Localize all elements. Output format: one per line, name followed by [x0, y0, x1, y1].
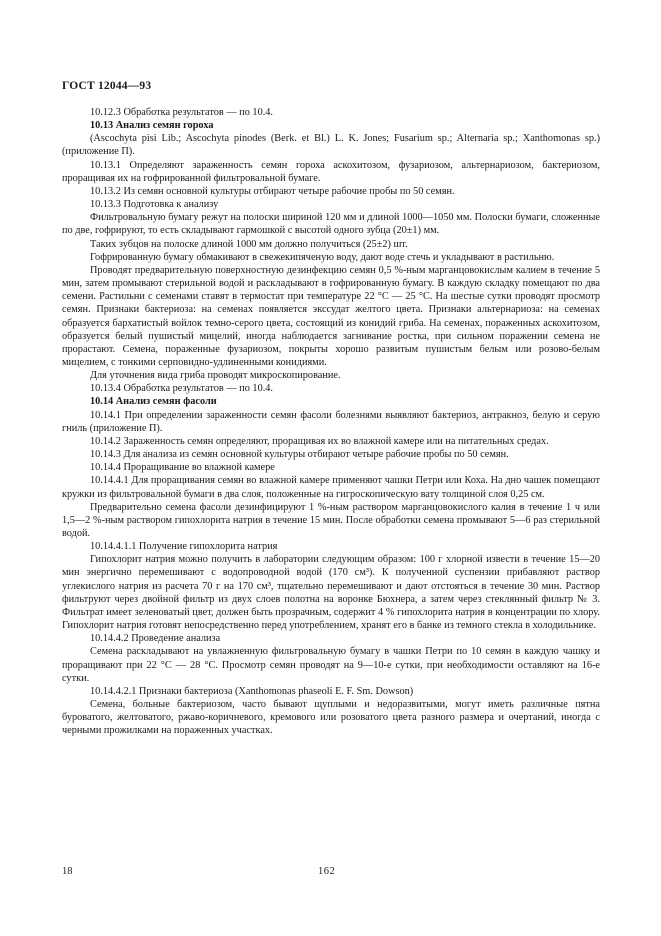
paragraph: Семена раскладывают на увлажненную фильтровальную бумагу в чашки Петри по 10 семян в каждую чашку и проращивают при 22 °С — 28 °С. Просмотр семян проводят на 9—10-е сутки, при необходимости оставляют на 16-е сутки.: [62, 646, 600, 684]
sheet-number: 162: [318, 866, 336, 877]
paragraph: 10.13.4 Обработка результатов — по 10.4.: [90, 383, 274, 395]
paragraph: 10.14.4.2 Проведение анализа: [90, 633, 221, 645]
paragraph: 10.12.3 Обработка результатов — по 10.4.: [90, 107, 274, 118]
paragraph: 10.14.4.2.1 Признаки бактериоза (Xanthomonas phaseoli E. F. Sm. Dowson): [90, 685, 414, 697]
document-body: [62, 106, 600, 738]
paragraph: 10.14.3 Для анализа из семян основной культуры отбирают четыре рабочие пробы по 50 семян.: [90, 449, 509, 461]
paragraph: 10.14.1 При определении зараженности семян фасоли болезнями выявляют бактериоз, антракноз, белую и серую гниль (приложение П).: [62, 409, 600, 434]
paragraph: Проводят предварительную поверхностную дезинфекцию семян 0,5 %-ным марганцовокислым калием в течение 5 мин, затем промывают стерильной водой и раскладывают в гофрированную бумагу. В каждую складку помещают по два семени. Растильни с семенами ставят в термостат при температуре 22 °С — 25 °С. На шестые сутки проводят просмотр семян. Признаки бактериоза: на семенах появляется экссудат желтого цвета. Признаки альтернариоза: на семенах образуется бархатистый войлок темно-серого цвета, состоящий из конидий гриба. На семенах, пораженных аскохитозом, образуется белый пушистый мицелий, иногда наблюдается загнивание ростка, при сильном поражении семена не прорастают. Семена, пораженные фузариозом, покрыты хорошо развитым пушистым белым или розово-белым мицелием, с тонкими серповидно-удлиненными конидиями.: [62, 264, 600, 368]
paragraph: 10.14.4.1 Для проращивания семян во влажной камере применяют чашки Петри или Коха. На дно чашек помещают кружки из фильтровальной бумаги в два слоя, положенные на гигроскопическую вату толщиной слоя 0,25 см.: [62, 475, 600, 500]
paragraph: (Ascochyta pisi Lib.; Ascochyta pinodes (Berk. et Bl.) L. K. Jones; Fusarium sp.; Alternaria sp.; Xanthomonas sp.) (приложение П).: [62, 133, 600, 158]
paragraph: 10.13.2 Из семян основной культуры отбирают четыре рабочие пробы по 50 семян.: [90, 185, 455, 197]
paragraph: 10.14.4 Проращивание во влажной камере: [90, 462, 275, 474]
paragraph: Гипохлорит натрия можно получить в лаборатории следующим образом: 100 г хлорной извести в течение 15—20 мин энергично перемешивают с водопроводной водой (170 см³). К полученной суспензии прибавляют раствор углекислого натрия из расчета 70 г на 170 см³, тщательно перемешивают и дают отстояться в течение 30 мин. Раствор фильтруют через двойной фильтр из двух слоев полотна на воронке Бюхнера, а затем через стеклянный фильтр № 3. Фильтрат имеет зеленоватый цвет, должен быть прозрачным, содержит 4 % гипохлорита натрия в концентрации по хлору. Гипохлорит натрия готовят непосредственно перед употреблением, хранят его в банке из темного стекла в холодильнике.: [62, 554, 600, 632]
paragraph: 10.14.2 Зараженность семян определяют, проращивая их во влажной камере или на питательных средах.: [90, 435, 549, 447]
paragraph: 10.14.4.1.1 Получение гипохлорита натрия: [90, 541, 278, 553]
paragraph: 10.13.1 Определяют зараженность семян гороха аскохитозом, фузариозом, альтернариозом, бактериозом, проращивая их на гофрированной фильтровальной бумаге.: [62, 159, 600, 184]
section-heading: 10.13 Анализ семян гороха: [90, 120, 214, 132]
page-number: 18: [62, 866, 73, 877]
document-header: ГОСТ 12044—93: [62, 80, 152, 92]
paragraph: Гофрированную бумагу обмакивают в свежекипяченую воду, дают воде стечь и укладывают в растильню.: [90, 251, 555, 263]
paragraph: Таких зубцов на полоске длиной 1000 мм должно получиться (25±2) шт.: [90, 238, 408, 250]
paragraph: Предварительно семена фасоли дезинфицируют 1 %-ным раствором марганцовокислого калия в течение 1 ч или 1,5—2 %-ным раствором гипохлорита натрия в течение 15 мин. После обработки семена промывают 5—6 раз стерильной водой.: [62, 501, 600, 539]
paragraph: Фильтровальную бумагу режут на полоски шириной 120 мм и длиной 1000—1050 мм. Полоски бумаги, сложенные по две, гофрируют, то есть складывают гармошкой с высотой одного зубца (20±1) мм.: [62, 212, 600, 237]
paragraph: Семена, больные бактериозом, часто бывают щуплыми и недоразвитыми, могут иметь различные пятна буроватого, желтоватого, ржаво-коричневого, кремового или розоватого цвета разного размера и очертаний, иногда с черными прожилками на пораженных участках.: [62, 699, 600, 737]
paragraph: 10.13.3 Подготовка к анализу: [90, 199, 219, 211]
paragraph: Для уточнения вида гриба проводят микроскопирование.: [90, 370, 341, 382]
section-heading: 10.14 Анализ семян фасоли: [90, 396, 217, 408]
